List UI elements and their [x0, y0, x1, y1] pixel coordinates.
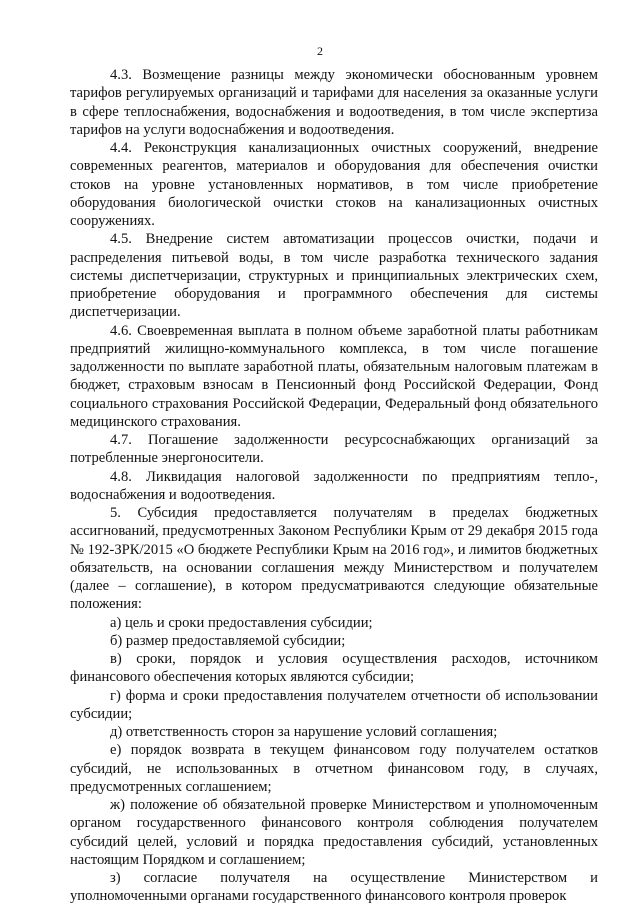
list-item-z: з) согласие получателя на осуществление Министерством и уполномоченными органами государственного финансового контроля проверок	[70, 870, 598, 905]
list-item-zh: ж) положение об обязательной проверке Министерством и уполномоченным органом государственного финансового контроля соблюдения получателем субсидий целей, условий и порядка предоставления субсидий, установленных настоящим Порядком и соглашением;	[70, 797, 598, 868]
list-item-v: в) сроки, порядок и условия осуществления расходов, источником финансового обеспечения которых являются субсидии;	[70, 651, 598, 686]
list-item-e: е) порядок возврата в текущем финансовом году получателем остатков субсидий, не использованных в отчетном финансовом году, в случаях, предусмотренных соглашением;	[70, 742, 598, 795]
paragraph-4-4: 4.4. Реконструкция канализационных очистных сооружений, внедрение современных реагентов, материалов и оборудования для обеспечения очистки стоков на уровне установленных нормативов, в том числе приобретение оборудования биологической очистки стоков на канализационных очистных сооружениях.	[70, 140, 598, 229]
paragraph-4-3: 4.3. Возмещение разницы между экономически обоснованным уровнем тарифов регулируемых организаций и тарифами для населения за оказанные услуги в сфере теплоснабжения, водоснабжения и водоотведения, в том числе экспертиза тарифов на услуги водоснабжения и водоотведения.	[70, 67, 598, 138]
paragraph-4-6: 4.6. Своевременная выплата в полном объеме заработной платы работникам предприятий жилищно-коммунального комплекса, в том числе погашение задолженности по выплате заработной платы, обязательным налоговым платежам в бюджет, страховым взносам в Пенсионный фонд Российской Федерации, Фонд социального страхования Российской Федерации, Федеральный фонд обязательного медицинского страхования.	[70, 322, 598, 430]
paragraph-4-7: 4.7. Погашение задолженности ресурсоснабжающих организаций за потребленные энергоносители.	[70, 432, 598, 467]
paragraph-4-5: 4.5. Внедрение систем автоматизации процессов очистки, подачи и распределения питьевой воды, в том числе разработка технического задания системы диспетчеризации, структурных и принципиальных электрических схем, приобретение оборудования и программного обеспечения для системы диспетчеризации.	[70, 231, 598, 321]
list-item-a: а) цель и сроки предоставления субсидии;	[110, 614, 373, 631]
list-item-d: д) ответственность сторон за нарушение условий соглашения;	[110, 724, 498, 740]
document-body	[70, 66, 598, 906]
page-number: 2	[317, 44, 323, 58]
paragraph-5: 5. Субсидия предоставляется получателям в пределах бюджетных ассигнований, предусмотренных Законом Республики Крым от 29 декабря 2015 года № 192-ЗРК/2015 «О бюджете Республики Крым на 2016 год», и лимитов бюджетных обязательств, на основании соглашения между Министерством и получателем (далее – соглашение), в котором предусматриваются следующие обязательные положения:	[70, 505, 598, 613]
paragraph-4-8: 4.8. Ликвидация налоговой задолженности по предприятиям тепло-, водоснабжения и водоотведения.	[70, 468, 598, 503]
list-item-g: г) форма и сроки предоставления получателем отчетности об использовании субсидии;	[70, 687, 598, 722]
list-item-b: б) размер предоставляемой субсидии;	[110, 632, 346, 649]
